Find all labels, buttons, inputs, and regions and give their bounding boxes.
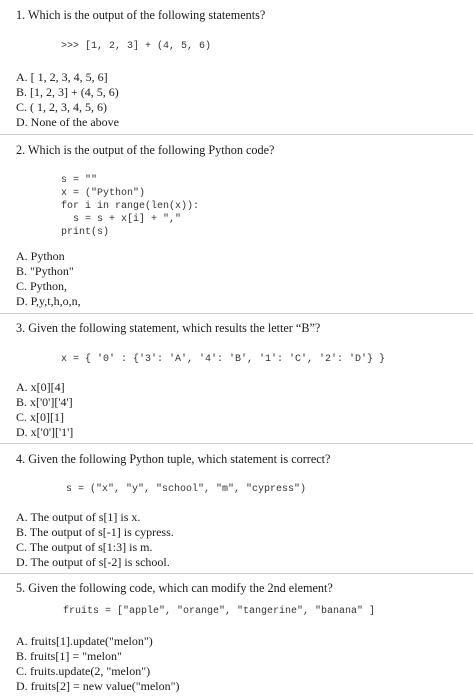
question-5-option-d: D. fruits[2] = new value("melon"): [16, 679, 180, 693]
question-5-option-b: B. fruits[1] = "melon": [16, 649, 122, 663]
question-2-prompt: 2. Which is the output of the following Python code?: [16, 143, 275, 157]
question-2-code-line: x = ("Python"): [61, 188, 146, 199]
question-5-option-a: A. fruits[1].update("melon"): [16, 634, 153, 648]
question-3-code-line: x = { '0' : {'3': 'A', '4': 'B', '1': 'C', '2': 'D'} }: [61, 354, 386, 365]
question-2-code-line: s = "": [61, 175, 98, 186]
question-1-option-b: B. [1, 2, 3] + (4, 5, 6): [16, 85, 119, 99]
question-3-option-a: A. x[0][4]: [16, 380, 65, 394]
divider: [0, 313, 473, 314]
question-3-prompt: 3. Given the following statement, which results the letter “B”?: [16, 321, 321, 335]
question-4-option-a: A. The output of s[1] is x.: [16, 510, 141, 524]
question-1-option-a: A. [ 1, 2, 3, 4, 5, 6]: [16, 70, 108, 84]
divider: [0, 443, 473, 444]
question-1-option-d: D. None of the above: [16, 115, 119, 129]
question-4-option-d: D. The output of s[-2] is school.: [16, 555, 170, 569]
question-2-option-d: D. P,y,t,h,o,n,: [16, 294, 81, 308]
question-3-option-b: B. x['0']['4']: [16, 395, 73, 409]
question-3-option-c: C. x[0][1]: [16, 410, 64, 424]
question-4-code-line: s = ("x", "y", "school", "m", "cypress"): [66, 484, 307, 495]
question-2-option-c: C. Python,: [16, 279, 68, 293]
question-4-option-c: C. The output of s[1:3] is m.: [16, 540, 153, 554]
question-1-code-line: >>> [1, 2, 3] + (4, 5, 6): [61, 41, 212, 52]
question-2-code-line: s = s + x[i] + ",": [61, 214, 182, 225]
question-3-option-d: D. x['0']['1']: [16, 425, 74, 439]
question-5-prompt: 5. Given the following code, which can modify the 2nd element?: [16, 581, 333, 595]
question-4-prompt: 4. Given the following Python tuple, which statement is correct?: [16, 452, 331, 466]
question-2-option-b: B. "Python": [16, 264, 74, 278]
question-2-code-line: print(s): [61, 227, 110, 238]
question-2-code-line: for i in range(len(x)):: [61, 201, 200, 212]
divider: [0, 134, 473, 135]
question-5-option-c: C. fruits.update(2, "melon"): [16, 664, 151, 678]
question-5-code-line: fruits = ["apple", "orange", "tangerine", "banana" ]: [63, 606, 376, 617]
question-1-option-c: C. ( 1, 2, 3, 4, 5, 6): [16, 100, 107, 114]
question-2-option-a: A. Python: [16, 249, 65, 263]
question-4-option-b: B. The output of s[-1] is cypress.: [16, 525, 174, 539]
question-1-prompt: 1. Which is the output of the following statements?: [16, 8, 266, 22]
divider: [0, 573, 473, 574]
